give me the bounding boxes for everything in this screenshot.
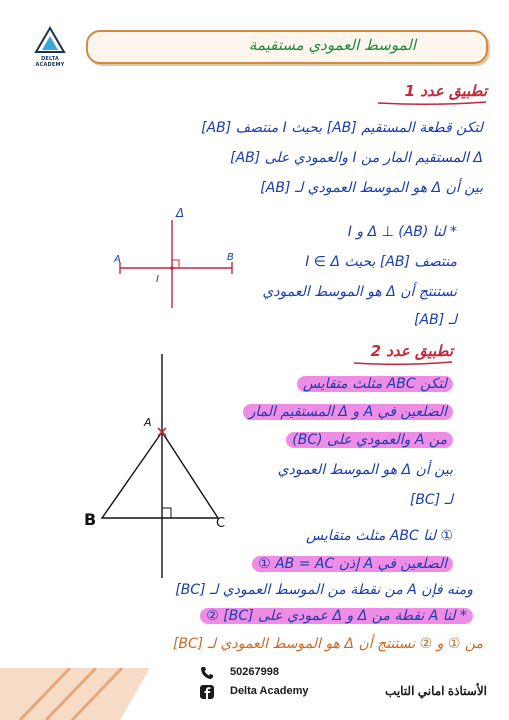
section2-solution-2: الضلعين في A إذن AB = AC ①: [252, 556, 453, 572]
delta-academy-logo: [30, 26, 70, 68]
banner-title: الموسط العمودي مستقيمة: [248, 36, 416, 54]
section2-solution-4: * لنا A نقطة من Δ و Δ عمودي على [BC] ②: [200, 608, 473, 624]
section2-underline: [352, 360, 454, 366]
title-banner: [86, 30, 488, 64]
section1-solution-2: منتصف [AB] بحيث I ∈ Δ: [305, 254, 457, 270]
phone-icon: [200, 666, 214, 680]
point-i-mark: [170, 266, 174, 270]
section2-line-2: الضلعين في A و Δ المستقيم المار: [243, 404, 453, 420]
figure2-label-b: B: [84, 510, 97, 529]
section1-underline: [376, 100, 488, 106]
logo-text: DELTA ACADEMY: [35, 56, 65, 68]
section1-line-3: بين أن Δ هو الموسط العمودي لـ [AB]: [260, 180, 483, 196]
figure2-label-c: C: [216, 516, 226, 531]
section2-heading: تطبيق عدد 2: [370, 342, 453, 360]
section2-line-5: لـ [BC]: [409, 492, 453, 508]
right-angle-mark-2: [162, 508, 171, 518]
section2-line-3: من A والعمودي على (BC): [286, 432, 453, 448]
section2-solution-5: من ① و ② نستنتج أن Δ هو الموسط العمودي لـ [BC]: [172, 636, 483, 652]
figure-2-isosceles-triangle: [88, 352, 238, 582]
section1-heading: تطبيق عدد 1: [404, 82, 487, 100]
section1-solution-1: * لنا Δ ⊥ (AB) و I: [347, 224, 457, 240]
section2-line-1: لتكن ABC مثلث متقايس: [297, 376, 453, 392]
section1-line-1: لتكن قطعة المستقيم [AB] بحيث I منتصف [AB]: [201, 120, 483, 136]
facebook-icon: [200, 685, 214, 699]
section1-line-2: Δ المستقيم المار من I والعمودي على [AB]: [230, 150, 483, 166]
figure2-label-a: A: [144, 416, 152, 429]
figure-1-perpendicular-bisector: [104, 200, 244, 310]
section2-solution-1: ① لنا ABC مثلث متقايس: [305, 528, 453, 544]
section1-solution-3: نستنتج أن Δ هو الموسط العمودي: [262, 284, 457, 300]
figure1-label-delta: Δ: [176, 206, 185, 220]
figure1-label-b: B: [227, 252, 234, 263]
phone-number: 50267998: [230, 666, 279, 678]
delta-logo-icon: [30, 26, 70, 56]
triangle-abc: [102, 432, 218, 518]
figure1-label-i: I: [156, 274, 159, 285]
teacher-name: الأستاذة اماني التايب: [385, 684, 487, 698]
section1-solution-4: لـ [AB]: [414, 312, 457, 328]
section2-line-4: بين أن Δ هو الموسط العمودي: [277, 462, 453, 478]
section2-solution-3: ومنه فإن A من نقطة من الموسط العمودي لـ [BC]: [175, 582, 473, 598]
facebook-page: Delta Academy: [230, 685, 309, 697]
figure1-label-a: A: [114, 254, 121, 265]
